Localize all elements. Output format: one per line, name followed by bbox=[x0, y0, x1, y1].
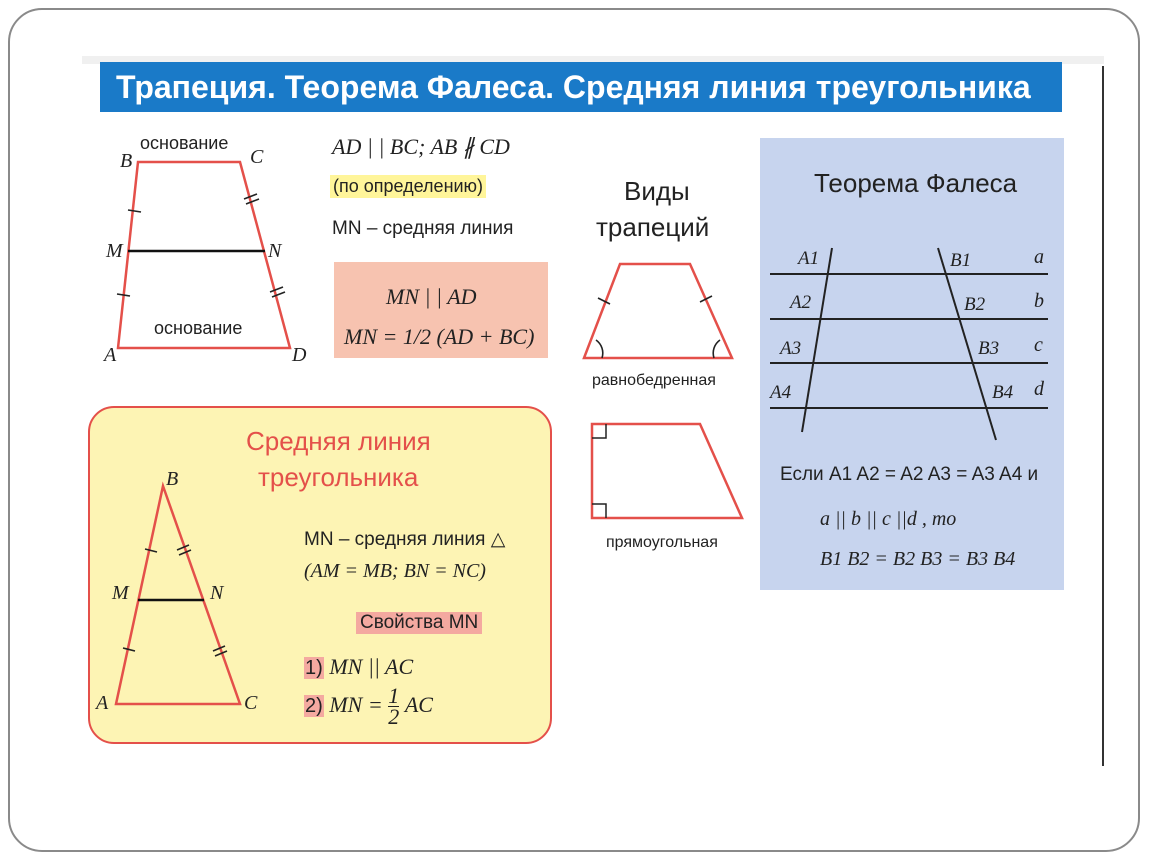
page-title: Трапеция. Теорема Фалеса. Средняя линия треугольника bbox=[100, 62, 1062, 112]
line-label-b: b bbox=[1034, 290, 1044, 312]
isosceles-trapezoid-figure bbox=[584, 264, 732, 358]
triangle-midline-definition: MN – средняя линия △ bbox=[304, 529, 506, 550]
fraction-denominator: 2 bbox=[388, 704, 400, 729]
properties-label: Свойства MN bbox=[356, 612, 482, 634]
kind-rectangular-label: прямоугольная bbox=[606, 534, 718, 551]
definition-midline: MN – средняя линия bbox=[332, 218, 514, 239]
property-2-number: 2) bbox=[305, 694, 323, 717]
fraction-numerator: 1 bbox=[388, 683, 400, 708]
property-2-fraction bbox=[388, 683, 400, 729]
property-2 bbox=[304, 683, 433, 729]
trapezoid-tick-marks bbox=[117, 194, 285, 297]
thales-transversals bbox=[802, 248, 996, 440]
property-1-text: MN || AC bbox=[329, 654, 414, 679]
property-2-rhs: AC bbox=[404, 691, 433, 717]
thales-condition-1: Если A1 A2 = A2 A3 = A3 A4 и bbox=[780, 464, 1039, 485]
definition-parallel: AD | | BC; AB ∦ CD bbox=[332, 134, 510, 159]
vertex-m: M bbox=[106, 240, 123, 262]
kinds-heading-2: трапеций bbox=[596, 212, 710, 242]
kind-isosceles-label: равнобедренная bbox=[592, 372, 716, 389]
midline-prop-length: MN = 1/2 (AD + BC) bbox=[344, 324, 535, 349]
vertex-c: C bbox=[250, 146, 264, 168]
point-a2: A2 bbox=[790, 292, 812, 313]
transversal-a bbox=[802, 248, 832, 432]
line-label-a: a bbox=[1034, 246, 1044, 268]
tri-vertex-m: M bbox=[112, 582, 129, 604]
point-a3: A3 bbox=[780, 338, 802, 359]
triangle-midline-condition: (AM = MB; BN = NC) bbox=[304, 560, 486, 582]
property-2-lhs: MN = bbox=[329, 691, 383, 717]
thales-heading: Теорема Фалеса bbox=[814, 168, 1018, 198]
kinds-heading-1: Виды bbox=[624, 176, 690, 206]
midline-prop-parallel: MN | | AD bbox=[386, 284, 477, 309]
thales-condition-2: a || b || c ||d , то bbox=[820, 508, 957, 530]
vertex-d: D bbox=[292, 344, 307, 366]
point-b4: B4 bbox=[992, 382, 1014, 403]
point-b2: B2 bbox=[964, 294, 986, 315]
triangle-heading-1: Средняя линия bbox=[246, 426, 431, 456]
triangle-heading-2: треугольника bbox=[258, 462, 419, 492]
point-a1: A1 bbox=[798, 248, 820, 269]
label-bottom-base: основание bbox=[154, 318, 243, 338]
vertex-a: A bbox=[104, 344, 117, 366]
tri-vertex-a: A bbox=[96, 692, 109, 714]
line-label-d: d bbox=[1034, 378, 1044, 400]
tri-vertex-b: B bbox=[166, 468, 179, 490]
right-angle-marks bbox=[592, 424, 606, 518]
property-1 bbox=[304, 654, 413, 680]
tri-vertex-n: N bbox=[210, 582, 224, 604]
point-a4: A4 bbox=[770, 382, 792, 403]
vertex-n: N bbox=[268, 240, 282, 262]
definition-note: (по определению) bbox=[330, 175, 486, 198]
label-top-base: основание bbox=[140, 133, 229, 153]
thales-conclusion: B1 B2 = B2 B3 = B3 B4 bbox=[820, 548, 1016, 570]
property-1-number: 1) bbox=[305, 657, 323, 679]
vertex-b: B bbox=[120, 150, 133, 172]
tri-vertex-c: C bbox=[244, 692, 258, 714]
point-b1: B1 bbox=[950, 250, 972, 271]
isosceles-marks bbox=[596, 296, 720, 358]
point-b3: B3 bbox=[978, 338, 1000, 359]
rectangular-trapezoid-figure bbox=[592, 424, 742, 518]
line-label-c: c bbox=[1034, 334, 1043, 356]
